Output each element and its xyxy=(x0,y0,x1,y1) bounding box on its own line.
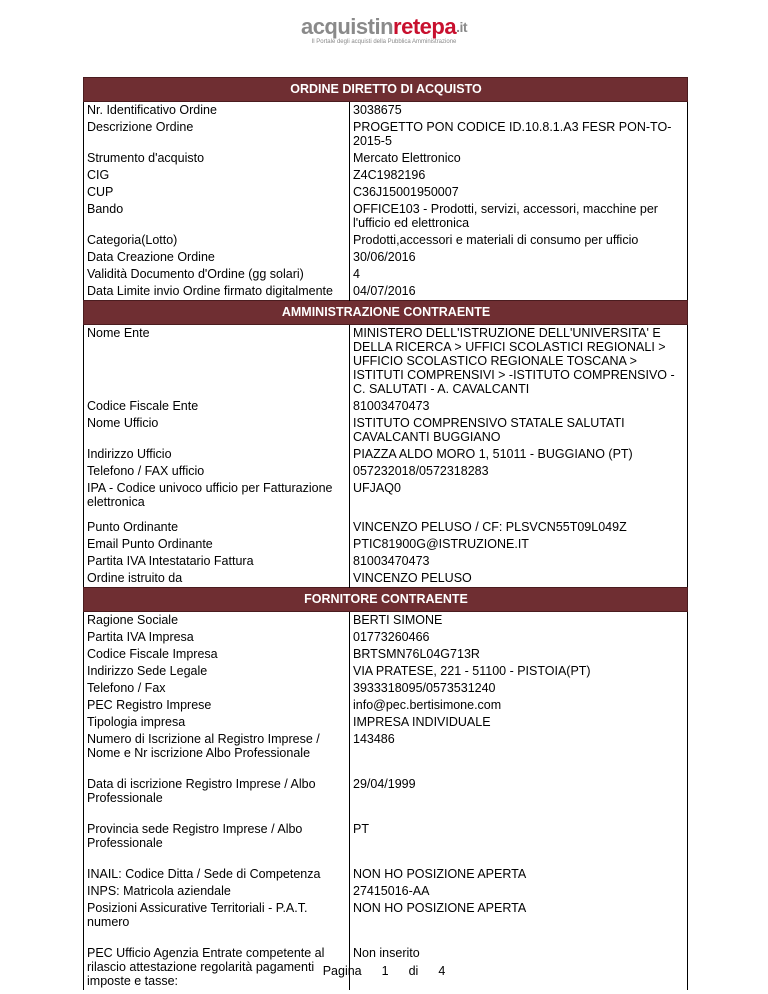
field-value: 81003470473 xyxy=(353,554,430,568)
field-label: PEC Ufficio Agenzia Entrate competente al rilascio attestazione regolarità pagamenti imposte e tasse: xyxy=(84,945,350,990)
field-value: MINISTERO DELL'ISTRUZIONE DELL'UNIVERSITA' E DELLA RICERCA > UFFICI SCOLASTICI REGIONALI > UFFICIO SCOLASTICO REGIONALE TOSCANA > ISTITUTI COMPRENSIVI > -ISTITUTO COMPRENSIVO - C. SALUTATI - A. CAVALCANTI xyxy=(353,326,675,396)
field-value: ISTITUTO COMPRENSIVO STATALE SALUTATI CAVALCANTI BUGGIANO xyxy=(353,416,625,444)
page-label: Pagina xyxy=(322,964,362,978)
field-value: 04/07/2016 xyxy=(353,284,416,298)
field-label: Punto Ordinante xyxy=(84,519,350,536)
logo-wordmark: acquistinretepa$^{.it}$ xyxy=(300,14,468,39)
field-label: Ragione Sociale xyxy=(84,612,350,630)
field-value: NON HO POSIZIONE APERTA xyxy=(353,867,527,881)
field-row xyxy=(84,102,688,120)
of-label: di xyxy=(408,964,419,978)
field-label: Descrizione Ordine xyxy=(84,119,350,150)
field-value: C36J15001950007 xyxy=(353,185,459,199)
field-value: 3038675 xyxy=(353,103,402,117)
field-label: Categoria(Lotto) xyxy=(84,232,350,249)
field-row xyxy=(84,167,688,184)
field-row xyxy=(84,266,688,283)
field-row xyxy=(84,697,688,714)
field-label: Data Creazione Ordine xyxy=(84,249,350,266)
field-value: 4 xyxy=(353,267,360,281)
section-body xyxy=(84,612,688,991)
field-label: Indirizzo Ufficio xyxy=(84,446,350,463)
field-row xyxy=(84,232,688,249)
field-row xyxy=(84,680,688,697)
field-value: 29/04/1999 xyxy=(353,777,416,791)
field-value: BRTSMN76L04G713R xyxy=(353,647,480,661)
field-value: Non inserito xyxy=(353,946,420,960)
field-value: info@pec.bertisimone.com xyxy=(353,698,502,712)
section-header: ORDINE DIRETTO DI ACQUISTO xyxy=(84,78,688,102)
field-label: Indirizzo Sede Legale xyxy=(84,663,350,680)
field-value: 30/06/2016 xyxy=(353,250,416,264)
order-table xyxy=(83,77,688,990)
field-value: NON HO POSIZIONE APERTA xyxy=(353,901,527,915)
field-value: PTIC81900G@ISTRUZIONE.IT xyxy=(353,537,529,551)
section-header: FORNITORE CONTRAENTE xyxy=(84,588,688,612)
field-row xyxy=(84,446,688,463)
field-row xyxy=(84,714,688,731)
field-row xyxy=(84,536,688,553)
field-row xyxy=(84,463,688,480)
logo-tagline: Il Portale degli acquisti della Pubblica Amministrazione xyxy=(311,39,457,45)
page-total: 4 xyxy=(438,964,446,978)
field-row xyxy=(84,776,688,821)
field-label: Partita IVA Intestatario Fattura xyxy=(84,553,350,570)
field-value: 3933318095/0573531240 xyxy=(353,681,496,695)
page-footer xyxy=(0,964,768,978)
field-label: Telefono / FAX ufficio xyxy=(84,463,350,480)
field-label: INAIL: Codice Ditta / Sede di Competenza xyxy=(84,866,350,883)
field-value: VINCENZO PELUSO / CF: PLSVCN55T09L049Z xyxy=(353,520,627,534)
field-label: IPA - Codice univoco ufficio per Fatturazione elettronica xyxy=(84,480,350,519)
field-row xyxy=(84,325,688,399)
field-label: Tipologia impresa xyxy=(84,714,350,731)
field-row xyxy=(84,821,688,866)
field-row xyxy=(84,629,688,646)
field-value: IMPRESA INDIVIDUALE xyxy=(353,715,491,729)
field-label: Data di iscrizione Registro Imprese / Albo Professionale xyxy=(84,776,350,821)
field-label: Partita IVA Impresa xyxy=(84,629,350,646)
field-row xyxy=(84,570,688,588)
field-value: UFJAQ0 xyxy=(353,481,401,495)
field-value: Z4C1982196 xyxy=(353,168,426,182)
field-row xyxy=(84,283,688,301)
section-header: AMMINISTRAZIONE CONTRAENTE xyxy=(84,301,688,325)
field-label: Numero di Iscrizione al Registro Imprese / Nome e Nr iscrizione Albo Professionale xyxy=(84,731,350,776)
field-value: 057232018/0572318283 xyxy=(353,464,489,478)
field-label: Posizioni Assicurative Territoriali - P.A.T. numero xyxy=(84,900,350,945)
field-row xyxy=(84,612,688,630)
field-label: CUP xyxy=(84,184,350,201)
field-value: 81003470473 xyxy=(353,399,430,413)
field-label: Strumento d'acquisto xyxy=(84,150,350,167)
field-value: Mercato Elettronico xyxy=(353,151,461,165)
field-row xyxy=(84,866,688,883)
field-label: Email Punto Ordinante xyxy=(84,536,350,553)
field-value: 143486 xyxy=(353,732,395,746)
field-label: Bando xyxy=(84,201,350,232)
field-value: OFFICE103 - Prodotti, servizi, accessori, macchine per l'ufficio ed elettronica xyxy=(353,202,658,230)
field-row xyxy=(84,249,688,266)
field-row xyxy=(84,731,688,776)
section-body xyxy=(84,325,688,588)
field-value: VINCENZO PELUSO xyxy=(353,571,472,585)
field-value: VIA PRATESE, 221 - 51100 - PISTOIA(PT) xyxy=(353,664,591,678)
page-number: 1 xyxy=(381,964,389,978)
site-logo xyxy=(0,14,768,45)
field-row xyxy=(84,646,688,663)
field-row xyxy=(84,480,688,519)
field-row xyxy=(84,184,688,201)
field-row xyxy=(84,883,688,900)
field-label: PEC Registro Imprese xyxy=(84,697,350,714)
field-row xyxy=(84,519,688,536)
field-row xyxy=(84,150,688,167)
field-row xyxy=(84,415,688,446)
field-value: Prodotti,accessori e materiali di consumo per ufficio xyxy=(353,233,639,247)
field-row xyxy=(84,553,688,570)
field-value: 01773260466 xyxy=(353,630,430,644)
field-value: 27415016-AA xyxy=(353,884,430,898)
order-document xyxy=(83,77,687,990)
field-label: INPS: Matricola aziendale xyxy=(84,883,350,900)
field-label: Nr. Identificativo Ordine xyxy=(84,102,350,120)
field-label: Ordine istruito da xyxy=(84,570,350,588)
field-label: Provincia sede Registro Imprese / Albo Professionale xyxy=(84,821,350,866)
field-label: Nome Ufficio xyxy=(84,415,350,446)
field-value: BERTI SIMONE xyxy=(353,613,443,627)
field-label: Data Limite invio Ordine firmato digitalmente xyxy=(84,283,350,301)
field-label: Validità Documento d'Ordine (gg solari) xyxy=(84,266,350,283)
field-label: Codice Fiscale Ente xyxy=(84,398,350,415)
field-label: Telefono / Fax xyxy=(84,680,350,697)
field-row xyxy=(84,119,688,150)
field-row xyxy=(84,398,688,415)
field-value: PIAZZA ALDO MORO 1, 51011 - BUGGIANO (PT) xyxy=(353,447,633,461)
field-row xyxy=(84,663,688,680)
section-body xyxy=(84,102,688,301)
field-row xyxy=(84,900,688,945)
field-value: PT xyxy=(353,822,369,836)
field-label: Codice Fiscale Impresa xyxy=(84,646,350,663)
field-label: Nome Ente xyxy=(84,325,350,399)
field-row xyxy=(84,201,688,232)
field-value: PROGETTO PON CODICE ID.10.8.1.A3 FESR PON-TO-2015-5 xyxy=(353,120,672,148)
field-label: CIG xyxy=(84,167,350,184)
